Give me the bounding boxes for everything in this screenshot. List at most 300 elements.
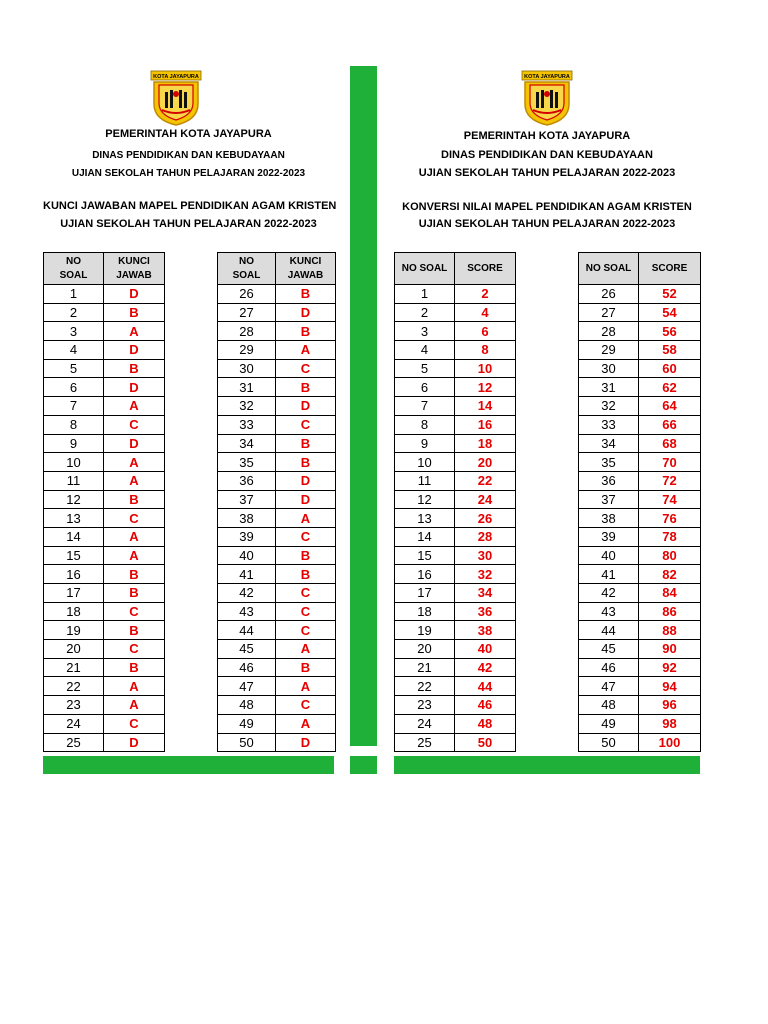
question-number: 25 <box>395 733 455 752</box>
question-number: 43 <box>218 602 276 621</box>
table-row <box>218 453 336 472</box>
answer-key: A <box>104 527 165 546</box>
score-value: 54 <box>639 303 701 322</box>
score-value: 82 <box>639 565 701 584</box>
table-row <box>218 602 336 621</box>
score-value: 76 <box>639 509 701 528</box>
table-row <box>579 714 701 733</box>
question-number: 6 <box>44 378 104 397</box>
right-header-line1: PEMERINTAH KOTA JAYAPURA <box>463 130 631 142</box>
question-number: 17 <box>395 584 455 603</box>
table-row <box>579 434 701 453</box>
table-row <box>579 733 701 752</box>
header-score: SCORE <box>455 253 516 285</box>
question-number: 11 <box>395 471 455 490</box>
table-row <box>218 621 336 640</box>
answer-key: D <box>104 733 165 752</box>
question-number: 42 <box>218 584 276 603</box>
question-number: 48 <box>579 696 639 715</box>
table-row <box>579 621 701 640</box>
answer-key: B <box>276 546 336 565</box>
question-number: 45 <box>218 640 276 659</box>
answer-key: D <box>104 285 165 304</box>
question-number: 24 <box>44 714 104 733</box>
left-header-line1: PEMERINTAH KOTA JAYAPURA <box>105 128 272 140</box>
table-row <box>218 696 336 715</box>
question-number: 48 <box>218 696 276 715</box>
score-value: 30 <box>455 546 516 565</box>
table-row <box>395 341 516 360</box>
table-row <box>579 602 701 621</box>
table-row <box>44 285 165 304</box>
table-row <box>579 397 701 416</box>
score-value: 20 <box>455 453 516 472</box>
left-green-footer-bar <box>43 756 334 774</box>
table-row <box>44 546 165 565</box>
question-number: 5 <box>44 359 104 378</box>
question-number: 38 <box>579 509 639 528</box>
question-number: 20 <box>44 640 104 659</box>
question-number: 45 <box>579 640 639 659</box>
answer-key: A <box>104 322 165 341</box>
table-row <box>218 397 336 416</box>
answer-key: B <box>104 565 165 584</box>
score-table-26-50 <box>578 252 701 752</box>
answer-key: B <box>104 303 165 322</box>
table-row <box>44 584 165 603</box>
score-value: 50 <box>455 733 516 752</box>
score-value: 16 <box>455 415 516 434</box>
question-number: 29 <box>579 341 639 360</box>
question-number: 31 <box>218 378 276 397</box>
header-no-soal: NO SOAL <box>218 253 276 285</box>
table-row <box>395 453 516 472</box>
question-number: 7 <box>395 397 455 416</box>
score-value: 28 <box>455 527 516 546</box>
question-number: 38 <box>218 509 276 528</box>
score-value: 10 <box>455 359 516 378</box>
table-row <box>579 415 701 434</box>
right-header-line3: UJIAN SEKOLAH TAHUN PELAJARAN 2022-2023 <box>418 167 676 179</box>
score-value: 74 <box>639 490 701 509</box>
answer-key: A <box>276 341 336 360</box>
question-number: 17 <box>44 584 104 603</box>
table-row <box>44 397 165 416</box>
question-number: 4 <box>395 341 455 360</box>
table-row <box>218 565 336 584</box>
question-number: 49 <box>579 714 639 733</box>
question-number: 41 <box>218 565 276 584</box>
question-number: 33 <box>579 415 639 434</box>
table-row <box>218 733 336 752</box>
question-number: 14 <box>395 527 455 546</box>
table-row <box>44 415 165 434</box>
question-number: 9 <box>395 434 455 453</box>
question-number: 37 <box>218 490 276 509</box>
question-number: 15 <box>44 546 104 565</box>
question-number: 30 <box>218 359 276 378</box>
table-row <box>218 471 336 490</box>
table-row <box>44 696 165 715</box>
answer-key: D <box>276 490 336 509</box>
table-row <box>395 397 516 416</box>
question-number: 9 <box>44 434 104 453</box>
question-number: 32 <box>579 397 639 416</box>
score-value: 38 <box>455 621 516 640</box>
table-row <box>44 640 165 659</box>
question-number: 24 <box>395 714 455 733</box>
table-row <box>395 584 516 603</box>
table-row <box>218 509 336 528</box>
table-row <box>218 714 336 733</box>
header-kunci-jawab: KUNCI JAWAB <box>104 253 165 285</box>
question-number: 23 <box>44 696 104 715</box>
answer-key: B <box>104 359 165 378</box>
table-row <box>395 714 516 733</box>
question-number: 23 <box>395 696 455 715</box>
question-number: 15 <box>395 546 455 565</box>
question-number: 43 <box>579 602 639 621</box>
answer-key: D <box>104 378 165 397</box>
score-value: 32 <box>455 565 516 584</box>
question-number: 13 <box>44 509 104 528</box>
question-number: 10 <box>44 453 104 472</box>
table-row <box>218 378 336 397</box>
answer-key: C <box>276 359 336 378</box>
table-row <box>44 602 165 621</box>
header-no-soal: NO SOAL <box>44 253 104 285</box>
question-number: 28 <box>218 322 276 341</box>
question-number: 19 <box>44 621 104 640</box>
question-number: 29 <box>218 341 276 360</box>
question-number: 18 <box>44 602 104 621</box>
question-number: 21 <box>395 658 455 677</box>
kota-jayapura-crest-logo-left <box>148 70 204 126</box>
question-number: 11 <box>44 471 104 490</box>
answer-key: B <box>104 490 165 509</box>
table-row <box>395 471 516 490</box>
table-row <box>44 322 165 341</box>
answer-key: C <box>104 509 165 528</box>
answer-key: A <box>104 471 165 490</box>
question-number: 22 <box>395 677 455 696</box>
table-row <box>395 565 516 584</box>
answer-key: B <box>104 584 165 603</box>
question-number: 2 <box>395 303 455 322</box>
answer-key: A <box>104 696 165 715</box>
table-row <box>579 471 701 490</box>
answer-key: A <box>276 509 336 528</box>
left-header-line5: UJIAN SEKOLAH TAHUN PELAJARAN 2022-2023 <box>60 218 317 230</box>
table-row <box>44 453 165 472</box>
score-value: 18 <box>455 434 516 453</box>
table-row <box>44 303 165 322</box>
table-row <box>44 658 165 677</box>
table-row <box>395 415 516 434</box>
score-value: 44 <box>455 677 516 696</box>
header-no-soal: NO SOAL <box>579 253 639 285</box>
table-row <box>579 584 701 603</box>
table-row <box>395 303 516 322</box>
question-number: 40 <box>218 546 276 565</box>
answer-key: B <box>276 322 336 341</box>
score-value: 98 <box>639 714 701 733</box>
question-number: 2 <box>44 303 104 322</box>
question-number: 50 <box>579 733 639 752</box>
table-row <box>579 696 701 715</box>
answer-key: A <box>276 677 336 696</box>
table-row <box>44 490 165 509</box>
score-value: 72 <box>639 471 701 490</box>
table-row <box>395 378 516 397</box>
question-number: 28 <box>579 322 639 341</box>
table-row <box>44 378 165 397</box>
answer-key: C <box>104 415 165 434</box>
score-value: 24 <box>455 490 516 509</box>
question-number: 40 <box>579 546 639 565</box>
question-number: 30 <box>579 359 639 378</box>
table-row <box>579 490 701 509</box>
question-number: 13 <box>395 509 455 528</box>
score-value: 34 <box>455 584 516 603</box>
table-row <box>579 527 701 546</box>
answer-key: C <box>276 415 336 434</box>
question-number: 46 <box>579 658 639 677</box>
answer-key-table-26-50 <box>217 252 336 752</box>
table-row <box>44 434 165 453</box>
table-row <box>395 434 516 453</box>
center-green-footer-bar <box>350 756 377 774</box>
table-row <box>579 285 701 304</box>
question-number: 50 <box>218 733 276 752</box>
table-row <box>395 509 516 528</box>
table-row <box>44 509 165 528</box>
answer-key: D <box>104 341 165 360</box>
table-row <box>44 714 165 733</box>
table-row <box>395 359 516 378</box>
answer-key: B <box>276 378 336 397</box>
question-number: 46 <box>218 658 276 677</box>
table-row <box>218 285 336 304</box>
answer-key: D <box>276 303 336 322</box>
question-number: 47 <box>218 677 276 696</box>
score-value: 64 <box>639 397 701 416</box>
answer-key: B <box>104 621 165 640</box>
question-number: 10 <box>395 453 455 472</box>
table-row <box>579 303 701 322</box>
answer-key: C <box>276 696 336 715</box>
score-value: 22 <box>455 471 516 490</box>
table-row <box>218 527 336 546</box>
question-number: 33 <box>218 415 276 434</box>
score-value: 46 <box>455 696 516 715</box>
question-number: 4 <box>44 341 104 360</box>
answer-key: B <box>276 658 336 677</box>
question-number: 47 <box>579 677 639 696</box>
answer-key: D <box>276 471 336 490</box>
answer-key: D <box>276 733 336 752</box>
question-number: 20 <box>395 640 455 659</box>
question-number: 44 <box>218 621 276 640</box>
question-number: 26 <box>579 285 639 304</box>
table-row <box>395 490 516 509</box>
score-value: 88 <box>639 621 701 640</box>
table-row <box>395 527 516 546</box>
table-row <box>218 359 336 378</box>
table-row <box>44 471 165 490</box>
answer-key: A <box>104 546 165 565</box>
table-row <box>395 285 516 304</box>
answer-key: B <box>104 658 165 677</box>
score-value: 52 <box>639 285 701 304</box>
question-number: 5 <box>395 359 455 378</box>
answer-key: C <box>276 584 336 603</box>
score-value: 58 <box>639 341 701 360</box>
question-number: 21 <box>44 658 104 677</box>
question-number: 35 <box>579 453 639 472</box>
table-row <box>44 359 165 378</box>
table-row <box>395 733 516 752</box>
table-row <box>579 658 701 677</box>
score-value: 42 <box>455 658 516 677</box>
question-number: 39 <box>579 527 639 546</box>
score-value: 96 <box>639 696 701 715</box>
table-row <box>218 303 336 322</box>
left-header-line2: DINAS PENDIDIKAN DAN KEBUDAYAAN <box>92 150 285 161</box>
answer-key: D <box>276 397 336 416</box>
score-value: 86 <box>639 602 701 621</box>
score-value: 56 <box>639 322 701 341</box>
score-value: 4 <box>455 303 516 322</box>
answer-key-table-1-25 <box>43 252 165 752</box>
question-number: 1 <box>44 285 104 304</box>
score-value: 84 <box>639 584 701 603</box>
table-row <box>44 565 165 584</box>
score-value: 40 <box>455 640 516 659</box>
score-value: 48 <box>455 714 516 733</box>
score-value: 92 <box>639 658 701 677</box>
score-value: 70 <box>639 453 701 472</box>
question-number: 14 <box>44 527 104 546</box>
score-value: 90 <box>639 640 701 659</box>
question-number: 27 <box>579 303 639 322</box>
question-number: 8 <box>395 415 455 434</box>
table-row <box>44 733 165 752</box>
table-row <box>579 378 701 397</box>
question-number: 41 <box>579 565 639 584</box>
question-number: 3 <box>44 322 104 341</box>
question-number: 26 <box>218 285 276 304</box>
question-number: 18 <box>395 602 455 621</box>
table-row <box>579 565 701 584</box>
score-table-1-25 <box>394 252 516 752</box>
table-row <box>395 621 516 640</box>
table-row <box>579 359 701 378</box>
question-number: 31 <box>579 378 639 397</box>
question-number: 42 <box>579 584 639 603</box>
score-value: 26 <box>455 509 516 528</box>
answer-key: B <box>276 285 336 304</box>
question-number: 35 <box>218 453 276 472</box>
table-row <box>44 677 165 696</box>
question-number: 16 <box>395 565 455 584</box>
score-value: 8 <box>455 341 516 360</box>
score-value: 94 <box>639 677 701 696</box>
answer-key: C <box>276 602 336 621</box>
score-value: 62 <box>639 378 701 397</box>
question-number: 34 <box>579 434 639 453</box>
table-row <box>218 434 336 453</box>
header-kunci-jawab: KUNCI JAWAB <box>276 253 336 285</box>
table-row <box>395 602 516 621</box>
answer-key: A <box>104 677 165 696</box>
header-score: SCORE <box>639 253 701 285</box>
score-value: 6 <box>455 322 516 341</box>
table-row <box>579 322 701 341</box>
answer-key: C <box>104 602 165 621</box>
question-number: 36 <box>218 471 276 490</box>
right-header-line4: KONVERSI NILAI MAPEL PENDIDIKAN AGAM KRISTEN <box>402 201 692 213</box>
answer-key: C <box>276 527 336 546</box>
score-value: 68 <box>639 434 701 453</box>
left-header-line4: KUNCI JAWABAN MAPEL PENDIDIKAN AGAM KRISTEN <box>43 200 337 212</box>
left-header-line3: UJIAN SEKOLAH TAHUN PELAJARAN 2022-2023 <box>71 168 306 179</box>
table-row <box>395 658 516 677</box>
center-green-divider <box>350 66 377 746</box>
question-number: 19 <box>395 621 455 640</box>
table-row <box>218 322 336 341</box>
right-green-footer-bar <box>394 756 700 774</box>
table-row <box>218 490 336 509</box>
table-row <box>218 658 336 677</box>
table-row <box>44 621 165 640</box>
table-row <box>44 527 165 546</box>
answer-key: B <box>276 565 336 584</box>
table-row <box>579 677 701 696</box>
question-number: 8 <box>44 415 104 434</box>
table-row <box>579 453 701 472</box>
table-row <box>395 546 516 565</box>
right-header-line5: UJIAN SEKOLAH TAHUN PELAJARAN 2022-2023 <box>418 218 676 230</box>
table-row <box>395 322 516 341</box>
question-number: 34 <box>218 434 276 453</box>
table-row <box>395 677 516 696</box>
right-header-line2: DINAS PENDIDIKAN DAN KEBUDAYAAN <box>441 149 653 161</box>
question-number: 1 <box>395 285 455 304</box>
question-number: 37 <box>579 490 639 509</box>
answer-key: A <box>104 397 165 416</box>
question-number: 44 <box>579 621 639 640</box>
answer-key: C <box>104 714 165 733</box>
question-number: 12 <box>395 490 455 509</box>
question-number: 12 <box>44 490 104 509</box>
crest-text: KOTA JAYAPURA <box>524 74 570 80</box>
table-row <box>44 341 165 360</box>
answer-key: C <box>104 640 165 659</box>
score-value: 14 <box>455 397 516 416</box>
table-row <box>579 546 701 565</box>
question-number: 7 <box>44 397 104 416</box>
question-number: 6 <box>395 378 455 397</box>
answer-key: B <box>276 453 336 472</box>
answer-key: A <box>104 453 165 472</box>
question-number: 36 <box>579 471 639 490</box>
question-number: 49 <box>218 714 276 733</box>
score-value: 2 <box>455 285 516 304</box>
question-number: 32 <box>218 397 276 416</box>
question-number: 16 <box>44 565 104 584</box>
score-value: 78 <box>639 527 701 546</box>
